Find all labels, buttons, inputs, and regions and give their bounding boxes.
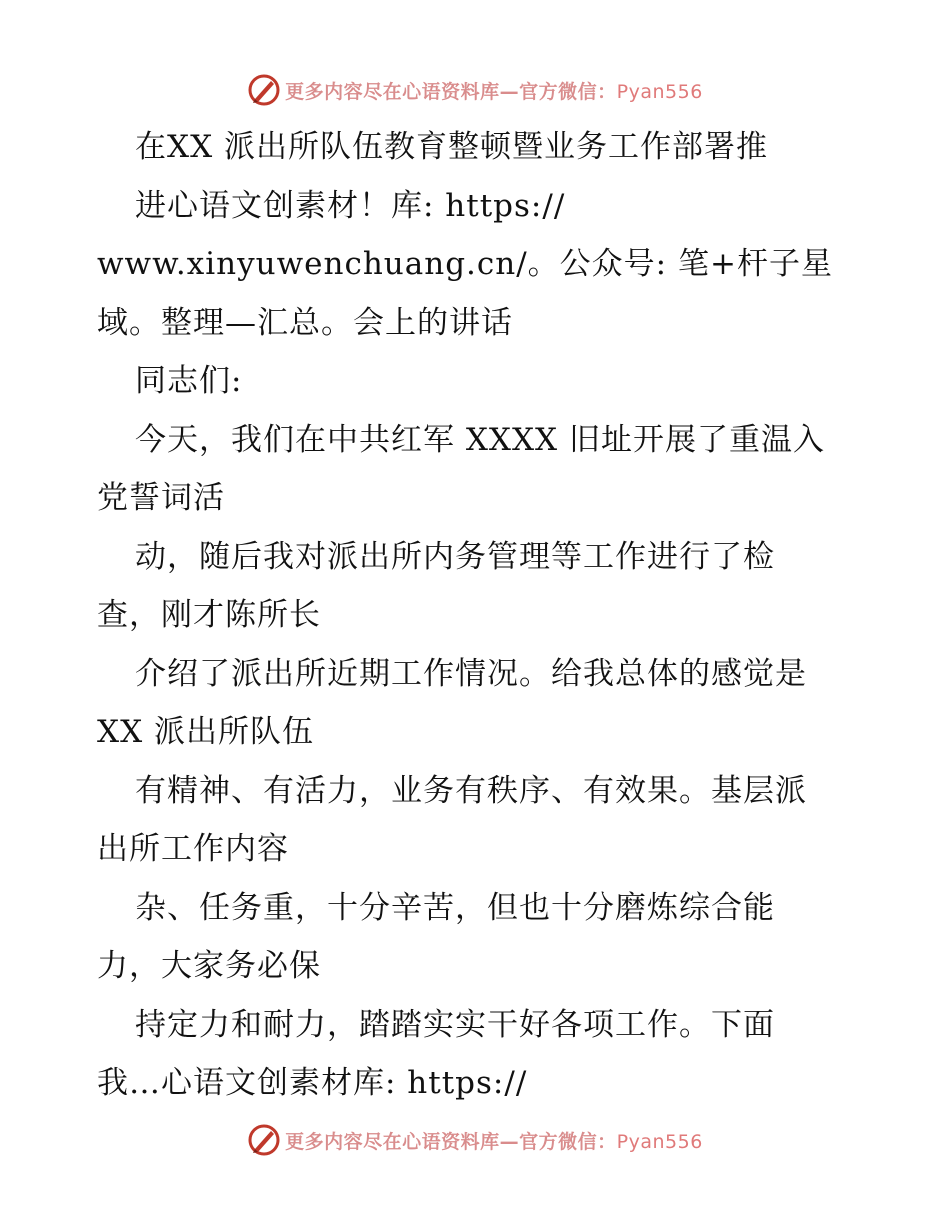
pen-logo-icon <box>247 1123 281 1157</box>
text-line: 杂、任务重，十分辛苦，但也十分磨炼综合能 <box>135 889 775 926</box>
text-line: 力，大家务必保 <box>97 948 321 984</box>
text-line: 同志们: <box>135 363 243 399</box>
text-line: 进心语文创素材！库: https:// <box>135 187 566 224</box>
footer-watermark-banner <box>0 1118 950 1162</box>
text-line: 域。整理—汇总。会上的讲话 <box>97 304 513 341</box>
text-line: 在XX 派出所队伍教育整顿暨业务工作部署推 <box>135 129 768 165</box>
text-line: 党誓词活 <box>97 480 225 516</box>
text-line: 我…心语文创素材库: https:// <box>97 1065 528 1101</box>
text-line: 介绍了派出所近期工作情况。给我总体的感觉是 <box>135 655 807 692</box>
text-line: 有精神、有活力，业务有秩序、有效果。基层派 <box>135 772 807 809</box>
pen-logo-icon <box>247 73 281 107</box>
banner-text: 更多内容尽在心语资料库—官方微信：Pyan556 <box>285 80 703 103</box>
text-line: 查，刚才陈所长 <box>97 597 321 633</box>
banner-handle: Pyan556 <box>616 80 703 103</box>
text-line: 出所工作内容 <box>97 831 289 867</box>
banner-handle: Pyan556 <box>616 1130 703 1153</box>
text-line: 今天，我们在中共红军 XXXX 旧址开展了重温入 <box>135 421 825 458</box>
text-line: XX 派出所队伍 <box>97 714 314 750</box>
text-line: 动，随后我对派出所内务管理等工作进行了检 <box>135 538 775 575</box>
banner-text: 更多内容尽在心语资料库—官方微信：Pyan556 <box>285 1130 703 1153</box>
header-watermark-banner <box>0 68 950 112</box>
document-body <box>97 118 867 1113</box>
text-line: www.xinyuwenchuang.cn/。公众号: 笔+杆子星 <box>97 246 833 282</box>
text-line: 持定力和耐力，踏踏实实干好各项工作。下面 <box>135 1006 775 1043</box>
